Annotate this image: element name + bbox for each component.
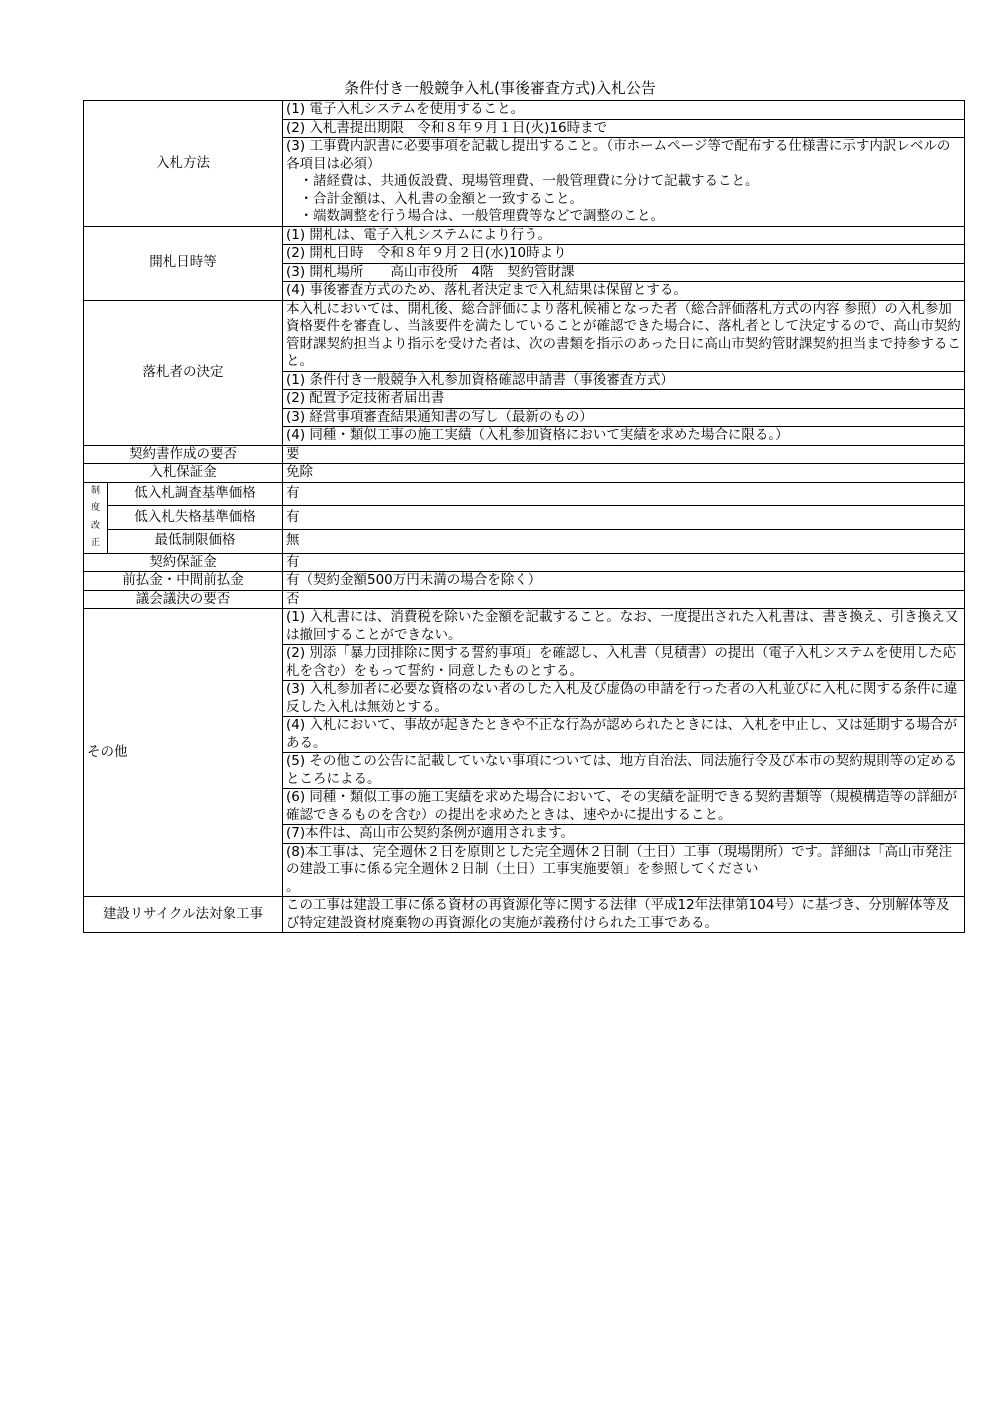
sonota-item-3: (3) 入札参加者に必要な資格のない者のした入札及び虚偽の申請を行った者の入札並びに入札に関する条件に違反した入札は無効とする。 (283, 681, 965, 717)
sonota-item-5: (5) その他この公告に記載していない事項については、地方自治法、同法施行令及び本市の契約規則等の定めるところによる。 (283, 753, 965, 789)
table-row (84, 300, 965, 371)
sonota-item-8: (8)本工事は、完全週休２日を原則とした完全週休２日制（土日）工事（現場閉所）です。詳細は「高山市発注の建設工事に係る完全週休２日制（土日）工事実施要領」を参照してください 。 (283, 843, 965, 897)
label-seido-kaisei: 制 度 改 正 (84, 482, 108, 553)
table-row (84, 553, 965, 572)
label-gikai: 議会議決の要否 (84, 590, 283, 609)
rakusatsu-item-3: (3) 経営事項審査結果通知書の写し（最新のもの） (283, 408, 965, 427)
kaisatsu-item-4: (4) 事後審査方式のため、落札者決定まで入札結果は保留とする。 (283, 282, 965, 301)
table-row (84, 482, 965, 506)
sonota-item-6: (6) 同種・類似工事の施工実績を求めた場合において、その実績を証明できる契約書類等（規模構造等の詳細が確認できるものを含む）の提出を求めたときは、速やかに提出すること。 (283, 789, 965, 825)
rakusatsu-item-2: (2) 配置予定技術者届出書 (283, 390, 965, 409)
label-saitei: 最低制限価格 (108, 529, 283, 553)
label-nyusatsu-houhou: 入札方法 (84, 101, 283, 227)
label-keiyakusho: 契約書作成の要否 (84, 445, 283, 464)
table-row (84, 464, 965, 483)
nyusatsu-item-2: (2) 入札書提出期限 令和８年９月１日(火)16時まで (283, 119, 965, 138)
value-keiyakusho: 要 (283, 445, 965, 464)
rakusatsu-item-1: (1) 条件付き一般競争入札参加資格確認申請書（事後審査方式） (283, 371, 965, 390)
table-row (84, 897, 965, 933)
page-title: 条件付き一般競争入札(事後審査方式)入札公告 (344, 79, 656, 97)
label-shikkaku: 低入札失格基準価格 (108, 506, 283, 530)
label-sonota: その他 (84, 609, 283, 897)
sonota-item-2: (2) 別添「暴力団排除に関する誓約事項」を確認し、入札書（見積書）の提出（電子入札システムを使用した応札を含む）をもって誓約・同意したものとする。 (283, 645, 965, 681)
table-row (84, 445, 965, 464)
label-kaisatsu: 開札日時等 (84, 226, 283, 300)
notice-table (83, 100, 965, 933)
value-recycle: この工事は建設工事に係る資材の再資源化等に関する法律（平成12年法律第104号）に基づき、分別解体等及び特定建設資材廃棄物の再資源化の実施が義務付けられた工事である。 (283, 897, 965, 933)
value-teinyusatsu: 有 (283, 482, 965, 506)
kaisatsu-item-1: (1) 開札は、電子入札システムにより行う。 (283, 226, 965, 245)
table-row (84, 572, 965, 591)
label-keiyaku-hoshokin: 契約保証金 (84, 553, 283, 572)
label-teinyusatsu: 低入札調査基準価格 (108, 482, 283, 506)
value-gikai: 否 (283, 590, 965, 609)
table-row (84, 609, 965, 645)
label-rakusatsu: 落札者の決定 (84, 300, 283, 445)
table-row (84, 226, 965, 245)
sonota-item-4: (4) 入札において、事故が起きたときや不正な行為が認められたときには、入札を中止し、又は延期する場合がある。 (283, 717, 965, 753)
value-hoshokin: 免除 (283, 464, 965, 483)
value-maebarai: 有（契約金額500万円未満の場合を除く） (283, 572, 965, 591)
table-row (84, 506, 965, 530)
value-shikkaku: 有 (283, 506, 965, 530)
table-row (84, 101, 965, 120)
sonota-item-7: (7)本件は、高山市公契約条例が適用されます。 (283, 825, 965, 844)
label-recycle: 建設リサイクル法対象工事 (84, 897, 283, 933)
kaisatsu-item-3: (3) 開札場所 高山市役所 4階 契約管財課 (283, 263, 965, 282)
sonota-item-1: (1) 入札書には、消費税を除いた金額を記載すること。なお、一度提出された入札書は、書き換え、引き換え又は撤回することができない。 (283, 609, 965, 645)
label-maebarai: 前払金・中間前払金 (84, 572, 283, 591)
rakusatsu-intro: 本入札においては、開札後、総合評価により落札候補となった者（総合評価落札方式の内容 参照）の入札参加資格要件を審査し、当該要件を満たしていることが確認できた場合に、落札者として決定するので、高山市契約管財課契約担当より指示を受けた者は、次の書類を指示のあった日に高山市契約管財課契約担当まで持参すること。 (283, 300, 965, 371)
table-row (84, 590, 965, 609)
label-hoshokin: 入札保証金 (84, 464, 283, 483)
table-row (84, 529, 965, 553)
kaisatsu-item-2: (2) 開札日時 令和８年９月２日(水)10時より (283, 245, 965, 264)
value-saitei: 無 (283, 529, 965, 553)
nyusatsu-item-3: (3) 工事費内訳書に必要事項を記載し提出すること。（市ホームページ等で配布する仕様書に示す内訳レベルの各項目は必須） ・諸経費は、共通仮設費、現場管理費、一般管理費に分けて記載すること。 ・合計金額は、入札書の金額と一致すること。 ・端数調整を行う場合は、一般管理費等などで調整のこと。 (283, 138, 965, 227)
value-keiyaku-hoshokin: 有 (283, 553, 965, 572)
rakusatsu-item-4: (4) 同種・類似工事の施工実績（入札参加資格において実績を求めた場合に限る。） (283, 427, 965, 446)
nyusatsu-item-1: (1) 電子入札システムを使用すること。 (283, 101, 965, 120)
